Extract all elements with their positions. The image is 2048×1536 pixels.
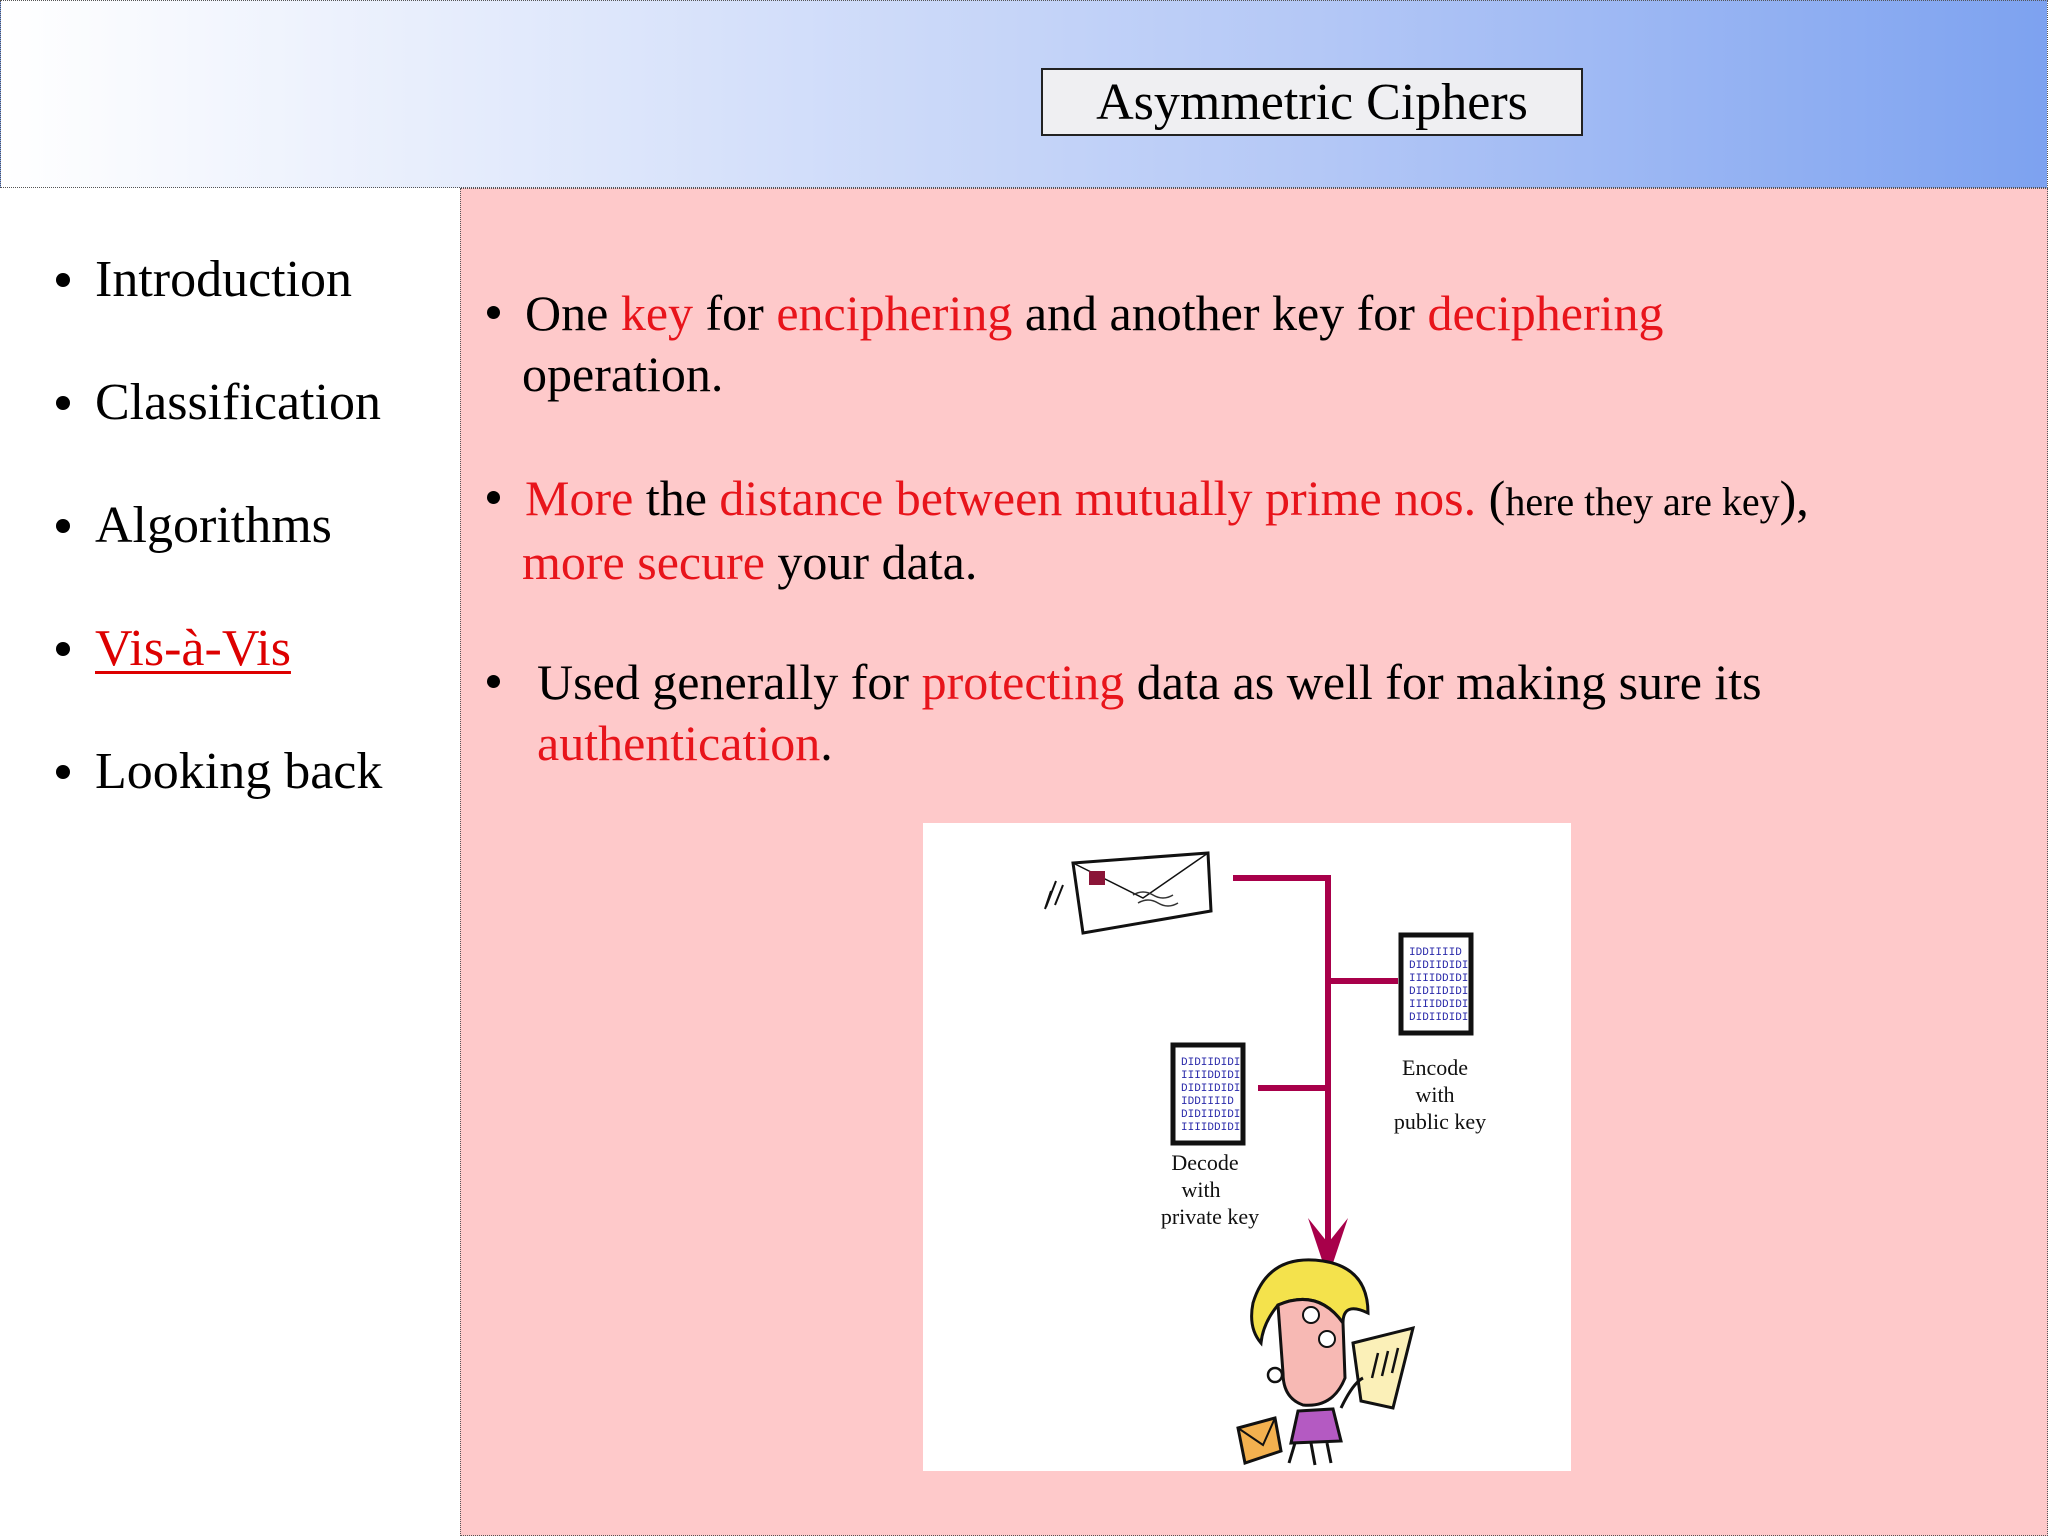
bullet-icon [56, 519, 70, 533]
sidebar-item-vis-a-vis[interactable] [56, 619, 291, 679]
sidebar-item-looking-back[interactable] [56, 742, 382, 802]
svg-text:IIIIDDIDI: IIIIDDIDI [1409, 999, 1469, 1011]
private-key-document-icon [1173, 1045, 1243, 1143]
sidebar-item-label: Looking back [95, 743, 383, 800]
bullet-text: One key for enciphering and another key for deciphering operation. [522, 285, 1664, 402]
sidebar-item-algorithms[interactable] [56, 496, 332, 556]
bullet-icon [487, 306, 500, 319]
bullet-text: More the distance between mutually prime nos. (here they are key), more secure your data. [522, 470, 1809, 590]
svg-text:IIIIDDIDI: IIIIDDIDI [1181, 1122, 1241, 1134]
sidebar-item-label: Introduction [95, 251, 353, 308]
slide-title: Asymmetric Ciphers [1041, 68, 1583, 136]
sidebar-item-label: Classification [95, 374, 381, 431]
bullet-point-keys [487, 283, 2017, 405]
sidebar-item-label: Vis-à-Vis [95, 620, 291, 677]
decode-label-line1: Decode [1171, 1150, 1239, 1175]
sidebar-item-classification[interactable] [56, 373, 381, 433]
recipient-person-icon [1238, 1260, 1413, 1465]
sidebar-item-label: Algorithms [95, 497, 332, 554]
envelope-icon [1045, 853, 1211, 933]
bullet-icon [56, 765, 70, 779]
sidebar-item-introduction[interactable] [56, 250, 352, 310]
svg-text:DIDIIDIDI: DIDIIDIDI [1409, 986, 1469, 998]
decode-label-line3: private key [1160, 1204, 1260, 1229]
bullet-point-security [487, 468, 2017, 593]
decode-label-line2: with [1181, 1177, 1221, 1202]
bullet-icon [56, 273, 70, 287]
svg-text:DIDIIDIDI: DIDIIDIDI [1181, 1083, 1241, 1095]
bullet-icon [56, 396, 70, 410]
bullet-text: Used generally for protecting data as well for making sure its authentication. [537, 654, 1762, 771]
svg-text:DIDIIDIDI: DIDIIDIDI [1409, 960, 1469, 972]
svg-text:DIDIIDIDI: DIDIIDIDI [1181, 1057, 1241, 1069]
bullet-icon [487, 491, 500, 504]
svg-text:IDDIIIID: IDDIIIID [1409, 947, 1462, 959]
sidebar-nav [0, 188, 460, 1536]
public-key-document-icon [1401, 935, 1471, 1033]
svg-text:IIIIDDIDI: IIIIDDIDI [1409, 973, 1469, 985]
encode-label-line3: public key [1393, 1109, 1487, 1134]
slide-header [0, 0, 2048, 188]
content-panel [460, 188, 2048, 1536]
bullet-icon [487, 675, 500, 688]
svg-text:IIIIDDIDI: IIIIDDIDI [1181, 1070, 1241, 1082]
encode-label-line2: with [1415, 1082, 1455, 1107]
bullet-point-usage [487, 652, 2017, 774]
svg-text:IDDIIIID: IDDIIIID [1181, 1096, 1234, 1108]
bullet-icon [56, 642, 70, 656]
asymmetric-encryption-diagram [923, 823, 1571, 1471]
encode-label-line1: Encode [1402, 1055, 1468, 1080]
svg-text:DIDIIDIDI: DIDIIDIDI [1409, 1012, 1469, 1024]
svg-text:DIDIIDIDI: DIDIIDIDI [1181, 1109, 1241, 1121]
